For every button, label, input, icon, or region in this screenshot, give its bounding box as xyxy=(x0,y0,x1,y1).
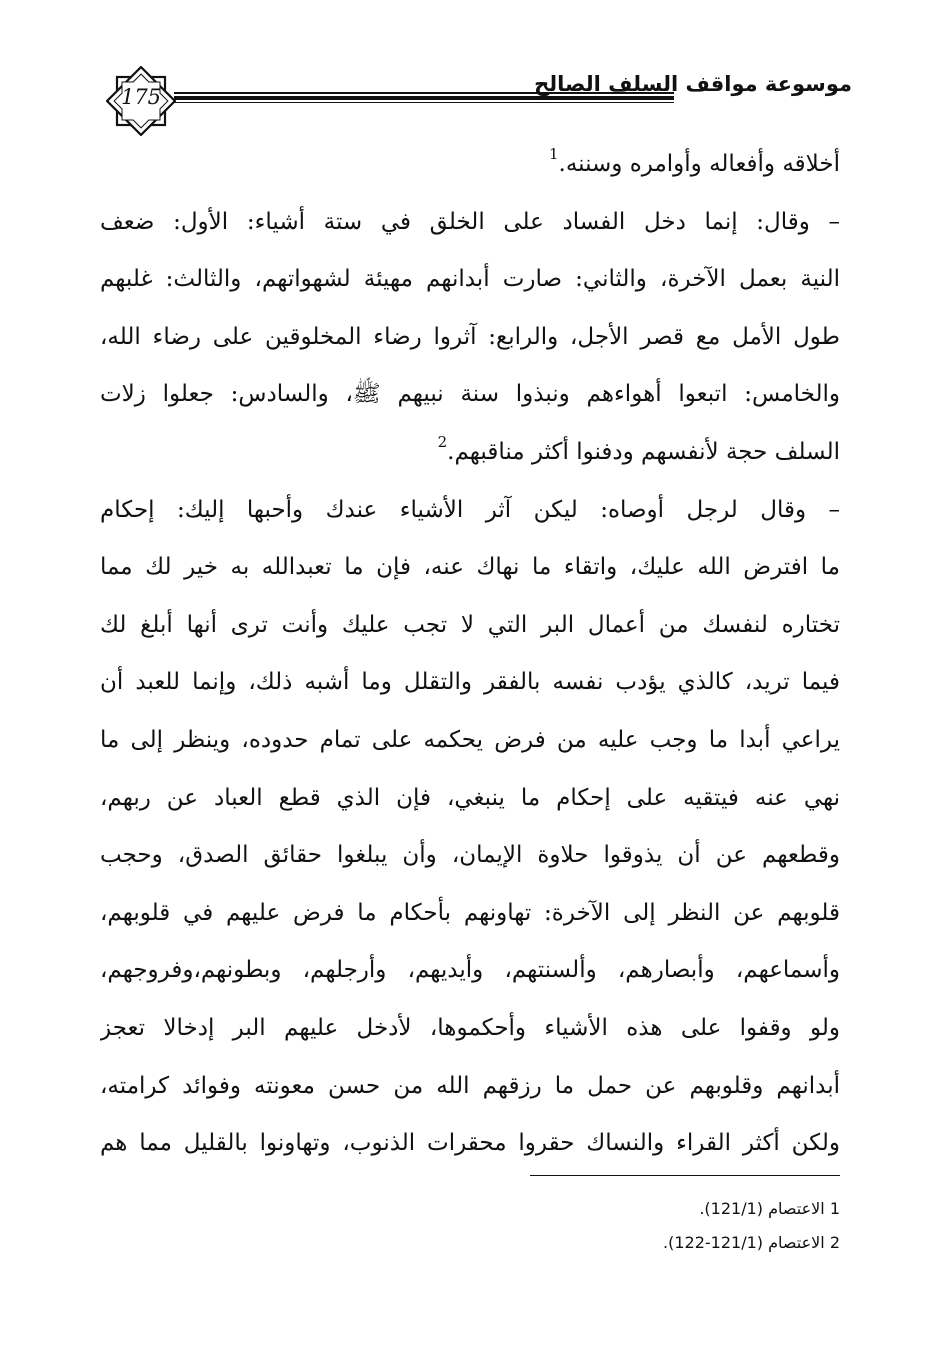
footnote-ref: 2 xyxy=(437,432,448,451)
footnote-divider xyxy=(530,1175,840,1176)
text-line: فيما تريد، كالذي يؤدب نفسه بالفقر والتقلل وما أشبه ذلك، وإنما للعبد أن xyxy=(100,669,840,696)
footnote-ref: 1 xyxy=(548,145,559,163)
text-line: ولو وقفوا على هذه الأشياء وأحكموها، لأدخل عليهم البر إدخالا تعجز xyxy=(100,1014,840,1041)
text-line: السلف حجة لأنفسهم ودفنوا أكثر مناقبهم.$^2$ xyxy=(437,432,840,465)
page-header xyxy=(100,62,852,134)
text-line: والخامس: اتبعوا أهواءهم ونبذوا سنة نبيهم ﷺ، والسادس: جعلوا زلات xyxy=(100,381,840,408)
text-line: النية بعمل الآخرة، والثاني: صارت أبدانهم مهيئة لشهواتهم، والثالث: غلبهم xyxy=(100,266,840,293)
page-number-badge xyxy=(106,66,176,136)
footnotes xyxy=(500,1192,840,1260)
text-line: تختاره لنفسك من أعمال البر التي لا تجب عليك وأنت ترى أنها أبلغ لك xyxy=(100,611,840,638)
text-line: – وقال: إنما دخل الفساد على الخلق في ستة أشياء: الأول: ضعف xyxy=(100,208,840,235)
text-line: ولكن أكثر القراء والنساك حقروا محقرات الذنوب، وتهاونوا بالقليل مما هم xyxy=(100,1130,840,1157)
footnote-number: 2 xyxy=(829,1233,840,1252)
footnote-number: 1 xyxy=(829,1199,840,1218)
text-line: قلوبهم عن النظر إلى الآخرة: تهاونهم بأحكام ما فرض عليهم في قلوبهم، xyxy=(100,899,840,926)
text-line: يراعي أبدا ما وجب عليه من فرض يحكمه على تمام حدوده، وينظر إلى ما xyxy=(100,726,840,753)
text-line: نهي عنه فيتقيه على إحكام ما ينبغي، فإن الذي قطع العباد عن ربهم، xyxy=(100,784,840,811)
series-title: موسوعة مواقف السلف الصالح xyxy=(534,72,852,96)
text-line: أخلاقه وأفعاله وأوامره وسننه.$^1$ xyxy=(548,145,840,177)
footnote xyxy=(500,1192,840,1226)
text-line: أبدانهم وقلوبهم عن حمل ما رزقهم الله من حسن معونته وفوائد كرامته، xyxy=(100,1072,840,1099)
text-line: طول الأمل مع قصر الأجل، والرابع: آثروا رضاء المخلوقين على رضاء الله، xyxy=(100,323,840,350)
footnote xyxy=(500,1226,840,1260)
body-text xyxy=(100,136,840,1173)
text-line: وقطعهم عن أن يذوقوا حلاوة الإيمان، وأن يبلغوا حقائق الصدق، وحجب xyxy=(100,842,840,869)
page-number: 175 xyxy=(120,85,162,109)
footnote-text: الاعتصام (121/1-122). xyxy=(663,1233,825,1252)
text-line: – وقال لرجل أوصاه: ليكن آثر الأشياء عندك وأحبها إليك: إحكام xyxy=(100,496,840,523)
text-line: ما افترض الله عليك، واتقاء ما نهاك عنه، فإن ما تعبدالله به خير لك مما xyxy=(100,554,840,581)
text-line: وأسماعهم، وأبصارهم، وألسنتهم، وأيديهم، وأرجلهم، وبطونهم،وفروجهم، xyxy=(100,957,840,984)
footnote-text: الاعتصام (121/1). xyxy=(699,1199,825,1218)
